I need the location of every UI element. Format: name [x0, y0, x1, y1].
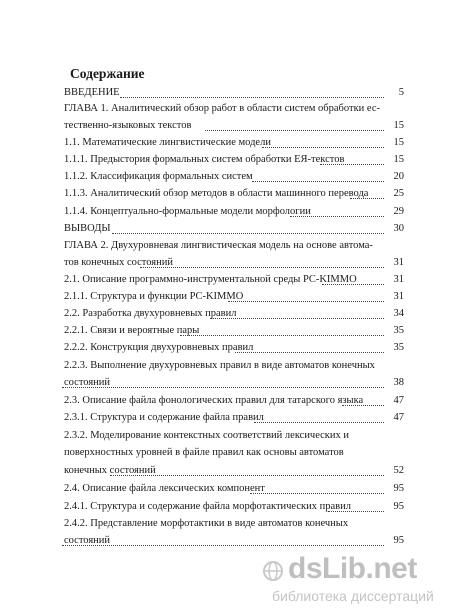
toc-entry-title: конечных состояний	[64, 465, 156, 476]
toc-page-number: 31	[393, 257, 404, 268]
toc-page-number: 15	[393, 137, 404, 148]
dot-leader	[262, 146, 384, 148]
dot-leader	[180, 334, 384, 336]
toc-page-number: 30	[393, 223, 404, 234]
toc-entry-title: 1.1.2. Классификация формальных систем	[64, 171, 253, 182]
dot-leader	[120, 96, 384, 98]
toc-page-number: 15	[393, 120, 404, 131]
dot-leader	[112, 232, 384, 234]
toc-entry-title: ВВЕДЕНИЕ	[64, 87, 120, 98]
dot-leader	[290, 215, 384, 217]
dot-leader	[328, 510, 384, 512]
globe-icon	[262, 560, 284, 582]
dot-leader	[350, 197, 384, 199]
dot-leader	[342, 404, 384, 406]
toc-entry-title: 2.3. Описание файла фонологических правил для татарского языка	[64, 395, 364, 406]
toc-entry-title: 1.1.1. Предыстория формальных систем обработки ЕЯ-текстов	[64, 154, 345, 165]
dot-leader	[140, 266, 384, 268]
toc-entry-title: 1.1.4. Концептуально-формальные модели морфологии	[64, 206, 311, 217]
dot-leader	[228, 300, 384, 302]
toc-page-number: 52	[393, 465, 404, 476]
toc-entry-title: 2.1.1. Структура и функции PC-KIMMO	[64, 291, 244, 302]
toc-page-number: 20	[393, 171, 404, 182]
toc-entry-title: тов конечных состояний	[64, 257, 173, 268]
toc-entry-title: поверхностных уровней в файле правил как основы автоматов	[64, 447, 344, 458]
dot-leader	[235, 351, 384, 353]
toc-page-number: 95	[393, 501, 404, 512]
toc-page-number: 31	[393, 291, 404, 302]
watermark-logo: dsLib.net	[288, 552, 417, 585]
toc-entry-title: 2.2. Разработка двухуровневых правил	[64, 308, 237, 319]
dot-leader	[254, 421, 384, 423]
toc-page-number: 34	[393, 308, 404, 319]
toc-entry-title: 2.4. Описание файла лексических компонент	[64, 483, 265, 494]
toc-entry-title: состояний	[64, 535, 111, 546]
dot-leader	[322, 283, 384, 285]
dot-leader	[320, 163, 384, 165]
watermark	[262, 552, 447, 612]
toc-entry-title: ГЛАВА 1. Аналитический обзор работ в области систем обработки ес-	[64, 103, 380, 114]
toc-page-number: 47	[393, 412, 404, 423]
toc-entry-title: 1.1.3. Аналитический обзор методов в области машинного перевода	[64, 188, 369, 199]
toc-heading: Содержание	[70, 66, 145, 81]
toc-entry-title: 2.3.2. Моделирование контекстных соответствий лексических и	[64, 430, 350, 441]
toc-page-number: 29	[393, 206, 404, 217]
dot-leader	[110, 474, 384, 476]
toc-entry-title: 2.2.2. Конструкция двухуровневых правил	[64, 342, 254, 353]
toc-page-number: 5	[398, 87, 404, 98]
dot-leader	[62, 544, 384, 546]
toc-entry-title: состояний	[64, 377, 111, 388]
toc-page-number: 38	[393, 377, 404, 388]
toc-entry-title: 2.4.1. Структура и содержание файла морфотактических правил	[64, 501, 351, 512]
dot-leader	[210, 317, 384, 319]
toc-entry-title: 2.2.3. Выполнение двухуровневых правил в виде автоматов конечных	[64, 360, 375, 371]
toc-entry-title: тественно-языковых текстов	[64, 120, 192, 131]
watermark-subtitle: библиотека диссертаций	[272, 588, 434, 604]
dot-leader	[252, 180, 384, 182]
dot-leader	[205, 129, 384, 131]
dot-leader	[62, 386, 384, 388]
toc-page-number: 47	[393, 395, 404, 406]
toc-page-number: 95	[393, 483, 404, 494]
toc-page-number: 15	[393, 154, 404, 165]
toc-entry-title: 2.4.2. Представление морфотактики в виде автоматов конечных	[64, 518, 349, 529]
toc-page-number: 25	[393, 188, 404, 199]
toc-page-number: 35	[393, 342, 404, 353]
toc-page-number: 95	[393, 535, 404, 546]
toc-page-number: 31	[393, 274, 404, 285]
toc-entry-title: 1.1. Математические лингвистические модели	[64, 137, 271, 148]
toc-entry-title: 2.2.1. Связи и вероятные пары	[64, 325, 200, 336]
toc-entry-title: 2.1. Описание программно-инструментальной среды PC-KIMMO	[64, 274, 357, 285]
toc-entry-title: ВЫВОДЫ	[64, 223, 111, 234]
toc-entry-title: ГЛАВА 2. Двухуровневая лингвистическая модель на основе автома-	[64, 240, 373, 251]
dot-leader	[250, 492, 384, 494]
toc-entry-title: 2.3.1. Структура и содержание файла правил	[64, 412, 264, 423]
toc-page-number: 35	[393, 325, 404, 336]
